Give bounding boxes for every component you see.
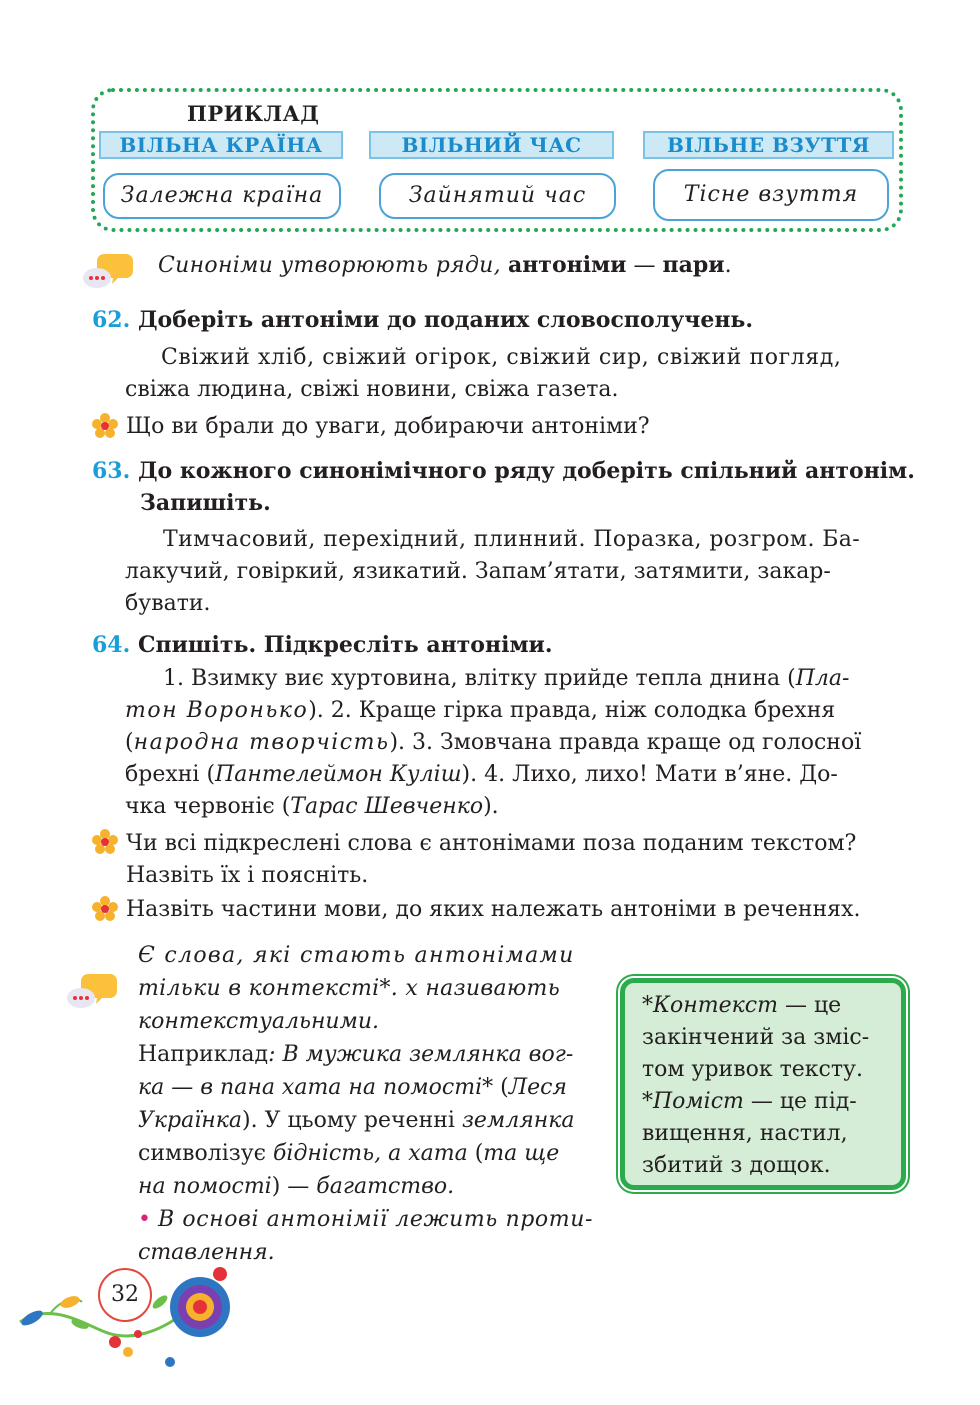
- flower-question-icon: [92, 896, 118, 922]
- example-title: ПРИКЛАД: [187, 101, 320, 126]
- exercise-64-question-1-cont: Назвіть їх і поясніть.: [126, 863, 369, 888]
- exercise-63-heading-2: Запишіть.: [140, 490, 271, 516]
- rule-synonyms-antonyms: Синоніми утворюють ряди, антоніми — пари.: [158, 252, 732, 278]
- exercise-64-question-2: Назвіть частини мови, до яких належать антоніми в реченнях.: [126, 897, 861, 922]
- example-term-1: ВІЛЬНА КРАЇНА: [99, 131, 343, 159]
- exercise-62-question: Що ви брали до уваги, добираючи антоніми?: [126, 414, 650, 439]
- exercise-64-heading: 64. Спишіть. Підкресліть антоніми.: [92, 632, 553, 658]
- exercise-63-text: Тимчасовий, перехідний, плинний. Поразка, розгром. Ба- лакучий, говіркий, язикатий. Запам’ятати, затямити, закар- бувати.: [125, 527, 861, 616]
- example-term-3: ВІЛЬНЕ ВЗУТТЯ: [643, 131, 894, 159]
- exercise-63-heading: 63. До кожного синонімічного ряду доберіть спільний антонім.: [92, 458, 915, 484]
- pink-bullet-icon: •: [138, 1207, 151, 1232]
- page-number: 32: [98, 1268, 152, 1322]
- example-antonym-3: Тісне взуття: [653, 169, 889, 221]
- exercise-62-text: Свіжий хліб, свіжий огірок, свіжий сир, свіжий погляд, свіжа людина, свіжі новини, свіжа газета.: [125, 345, 842, 402]
- example-term-2: ВІЛЬНИЙ ЧАС: [369, 131, 614, 159]
- flower-question-icon: [92, 829, 118, 855]
- speech-bubble-icon: [66, 970, 118, 1010]
- flower-question-icon: [92, 413, 118, 439]
- glossary-text: *Контекст — це закінчений за зміс- том уривок тексту. *Поміст — це під- вищення, настил, збитий з дощок.: [642, 993, 870, 1178]
- exercise-62-heading: 62. Доберіть антоніми до поданих словосполучень.: [92, 307, 754, 333]
- speech-bubble-icon: [82, 250, 134, 290]
- example-antonym-1: Залежна країна: [103, 173, 341, 219]
- contextual-antonyms-note: Є слова, які стають антонімами тільки в контексті*. х називають контекстуальними. Наприклад: В мужика землянка вог- ка — в пана хата на помості* (Леся Українка). У цьому реченні землянка символізує бідність, а хата (та ще на помості) — багатство. • В основі антонімії лежить проти- ставлення.: [138, 943, 594, 1265]
- exercise-64-question-1: Чи всі підкреслені слова є антонімами поза поданим текстом?: [126, 831, 857, 856]
- example-antonym-2: Зайнятий час: [379, 173, 616, 219]
- exercise-64-text: 1. Взимку виє хуртовина, влітку прийде тепла днина (Пла- тон Воронько). 2. Краще гірка правда, ніж солодка брехня (народна творчість). 3. Змовчана правда краще од голосної брехні (Пантелеймон Куліш). 4. Лихо, лихо! Мати в’яне. До- чка червоніє (Тарас Шевченко).: [125, 666, 862, 819]
